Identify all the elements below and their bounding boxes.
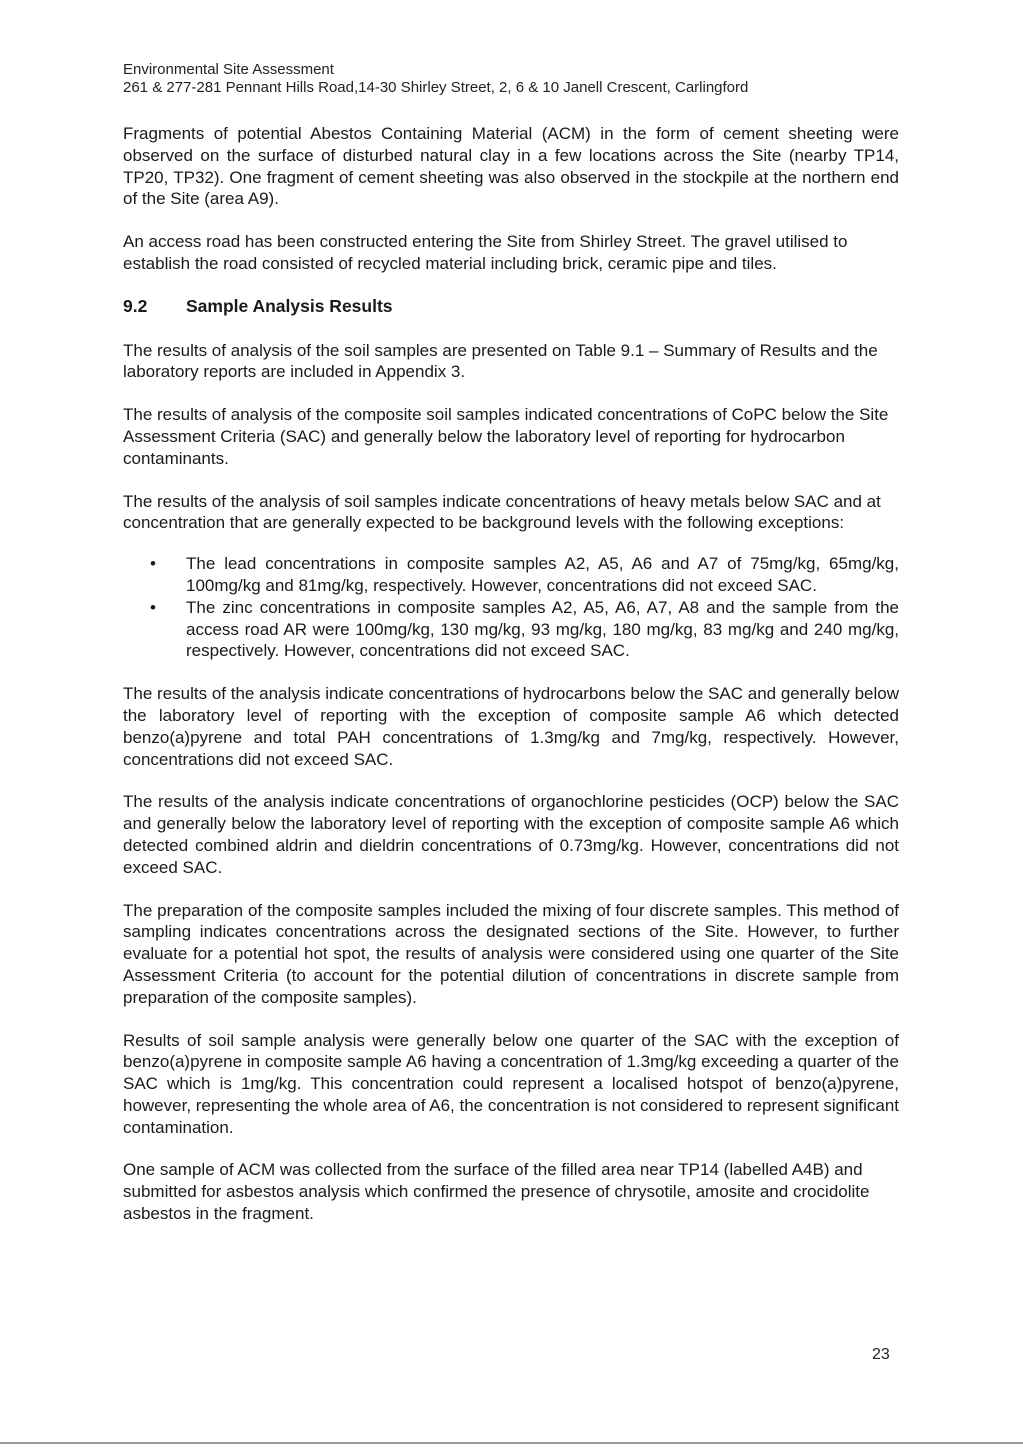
list-item: [123, 597, 899, 662]
page-header: [123, 61, 913, 97]
paragraph-hydrocarbons: The results of the analysis indicate concentrations of hydrocarbons below the SAC and generally below the laboratory level of reporting with the exception of composite sample A6 which detected benzo(a)pyrene and total PAH concentrations of 1.3mg/kg and 7mg/kg, respectively. However, concentrations did not exceed SAC.: [123, 684, 899, 769]
bottom-divider: [0, 1442, 1023, 1444]
paragraph-composite-preparation: The preparation of the composite samples included the mixing of four discrete samples. This method of sampling indicates concentrations across the designated sections of the Site. However, to further evaluate for a potential hot spot, the results of analysis were considered using one quarter of the Site Assessment Criteria (to account for the potential dilution of concentrations in discrete sample from preparation of the composite samples).: [123, 900, 899, 1007]
bullet-icon: •: [150, 597, 156, 617]
paragraph-hotspot: Results of soil sample analysis were generally below one quarter of the SAC with the exception of benzo(a)pyrene in composite sample A6 having a concentration of 1.3mg/kg exceeding a quarter of the SAC which is 1mg/kg. This concentration could represent a localised hotspot of benzo(a)pyrene, however, representing the whole area of A6, the concentration is not considered to represent significant contamination.: [123, 1030, 899, 1137]
paragraph-composite-results: The results of analysis of the composite soil samples indicated concentrations of CoPC below the Site Assessment Criteria (SAC) and generally below the laboratory level of reporting for hydrocarbon contaminants.: [123, 405, 889, 468]
paragraph-asbestos-sample: One sample of ACM was collected from the surface of the filled area near TP14 (labelled A4B) and submitted for asbestos analysis which confirmed the presence of chrysotile, amosite and crocidolite asbestos in the fragment.: [123, 1160, 870, 1224]
list-item: [123, 553, 899, 597]
paragraph-heavy-metals: The results of the analysis of soil samples indicate concentrations of heavy metals below SAC and at concentration that are generally expected to be background levels with the following exceptions:: [123, 491, 881, 533]
exceptions-list: [123, 553, 899, 662]
paragraph-results-table: The results of analysis of the soil samples are presented on Table 9.1 – Summary of Results and the laboratory reports are included in Appendix 3.: [123, 340, 878, 382]
list-item-text: The lead concentrations in composite samples A2, A5, A6 and A7 of 75mg/kg, 65mg/kg, 100mg/kg and 81mg/kg, respectively. However, concentrations did not exceed SAC.: [186, 554, 899, 595]
bullet-icon: •: [150, 554, 156, 574]
paragraph-access-road: An access road has been constructed entering the Site from Shirley Street. The gravel utilised to establish the road consisted of recycled material including brick, ceramic pipe and tiles.: [123, 232, 848, 273]
section-number: 9.2: [123, 295, 148, 316]
page-number: 23: [872, 1346, 890, 1363]
section-title: Sample Analysis Results: [186, 295, 393, 316]
section-heading: [123, 296, 899, 318]
paragraph-acm-fragments: Fragments of potential Abestos Containing Material (ACM) in the form of cement sheeting were observed on the surface of disturbed natural clay in a few locations across the Site (nearby TP14, TP20, TP32). One fragment of cement sheeting was also observed in the stockpile at the northern end of the Site (area A9).: [123, 124, 899, 209]
site-address: 261 & 277-281 Pennant Hills Road,14-30 Shirley Street, 2, 6 & 10 Janell Crescent, Carlingford: [123, 79, 749, 96]
document-title: Environmental Site Assessment: [123, 61, 334, 78]
page-body: [123, 123, 899, 1246]
paragraph-pesticides: The results of the analysis indicate concentrations of organochlorine pesticides (OCP) below the SAC and generally below the laboratory level of reporting with the exception of composite sample A6 which detected combined aldrin and dieldrin concentrations of 0.73mg/kg. However, concentrations did not exceed SAC.: [123, 792, 899, 877]
list-item-text: The zinc concentrations in composite samples A2, A5, A6, A7, A8 and the sample from the access road AR were 100mg/kg, 130 mg/kg, 93 mg/kg, 180 mg/kg, 83 mg/kg and 240 mg/kg, respectively. However, concentrations did not exceed SAC.: [186, 597, 899, 661]
